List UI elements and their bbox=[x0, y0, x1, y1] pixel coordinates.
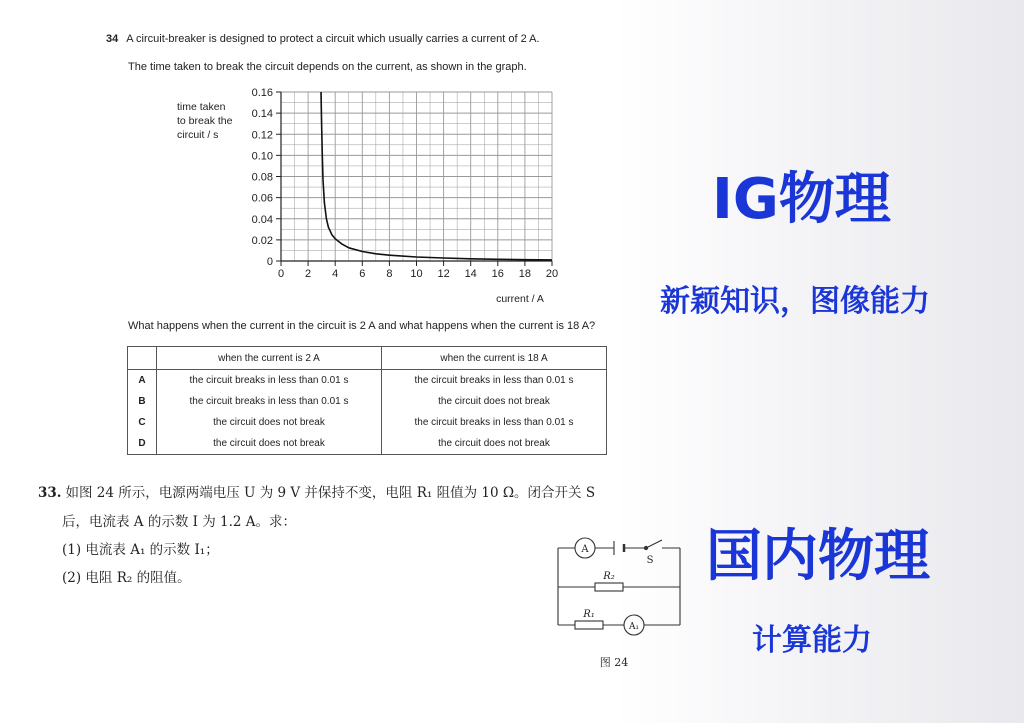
option-cell: the circuit does not break bbox=[382, 391, 607, 412]
q33-sub1: (1) 电流表 A₁ 的示数 I₁； bbox=[62, 542, 219, 558]
x-tick-label: 12 bbox=[437, 268, 450, 280]
circuit-diagram bbox=[550, 530, 690, 675]
x-tick-label: 2 bbox=[305, 268, 312, 280]
ig-physics-subtitle: 新颖知识，图像能力 bbox=[660, 284, 930, 319]
option-letter: A bbox=[128, 370, 157, 392]
option-letter: D bbox=[128, 433, 157, 455]
figure-caption: 图 24 bbox=[599, 656, 629, 669]
option-cell: the circuit breaks in less than 0.01 s bbox=[382, 412, 607, 433]
q33-line1 bbox=[38, 481, 595, 501]
q33-number: 33. bbox=[38, 485, 62, 501]
y-tick-label: 0.14 bbox=[251, 108, 273, 121]
y-tick-label: 0.12 bbox=[251, 129, 273, 142]
series-line bbox=[321, 92, 552, 260]
y-axis-title-line: time taken bbox=[177, 101, 226, 113]
x-tick-label: 8 bbox=[386, 268, 393, 280]
x-tick-label: 10 bbox=[410, 268, 423, 280]
y-tick-label: 0.02 bbox=[251, 234, 273, 247]
q33-line1-text: 如图 24 所示，电源两端电压 U 为 9 V 并保持不变，电阻 R₁ 阻值为 10 Ω。闭合开关 S bbox=[65, 485, 596, 501]
resistor-r1 bbox=[575, 621, 603, 629]
q33-line2: 后，电流表 A 的示数 I 为 1.2 A。求： bbox=[62, 514, 297, 530]
cn-physics-subtitle: 计算能力 bbox=[752, 623, 872, 658]
table-header-blank bbox=[128, 347, 157, 370]
q34-question: What happens when the current in the circuit is 2 A and what happens when the current is 18 A? bbox=[128, 320, 596, 332]
x-tick-label: 20 bbox=[545, 268, 559, 280]
option-letter: B bbox=[128, 391, 157, 412]
y-tick-label: 0 bbox=[266, 256, 273, 268]
x-tick-label: 16 bbox=[491, 268, 504, 280]
option-letter: C bbox=[128, 412, 157, 433]
q34-line2: The time taken to break the circuit depends on the current, as shown in the graph. bbox=[128, 61, 527, 73]
y-tick-label: 0.04 bbox=[251, 213, 273, 226]
option-row-b[interactable] bbox=[128, 391, 607, 412]
y-axis-title-line: to break the bbox=[177, 115, 233, 127]
switch-lever bbox=[646, 540, 662, 548]
option-cell: the circuit does not break bbox=[157, 433, 382, 455]
x-axis-title: current / A bbox=[496, 293, 544, 305]
x-tick-label: 14 bbox=[464, 268, 477, 280]
table-header-row bbox=[128, 347, 607, 370]
y-tick-label: 0.16 bbox=[251, 87, 273, 99]
r1-label: R₁ bbox=[583, 609, 595, 620]
y-tick-label: 0.06 bbox=[251, 192, 273, 205]
y-tick-label: 0.10 bbox=[251, 150, 273, 163]
option-row-d[interactable] bbox=[128, 433, 607, 455]
option-cell: the circuit breaks in less than 0.01 s bbox=[157, 370, 382, 392]
option-cell: the circuit does not break bbox=[382, 433, 607, 455]
option-row-c[interactable] bbox=[128, 412, 607, 433]
q34-number: 34 bbox=[106, 33, 119, 45]
table-header-cell: when the current is 2 A bbox=[157, 347, 382, 370]
q33-sub2: (2) 电阻 R₂ 的阻值。 bbox=[62, 570, 191, 586]
option-cell: the circuit breaks in less than 0.01 s bbox=[382, 370, 607, 392]
circuit-breaker-graph bbox=[0, 0, 620, 310]
ig-physics-title: IG物理 bbox=[712, 167, 891, 232]
x-tick-label: 6 bbox=[359, 268, 366, 280]
switch-label: S bbox=[646, 555, 654, 566]
resistor-r2 bbox=[595, 583, 623, 591]
table-header-cell: when the current is 18 A bbox=[382, 347, 607, 370]
ammeter-a-label: A bbox=[581, 544, 589, 555]
ammeter-a1-label: A₁ bbox=[628, 622, 640, 632]
x-tick-label: 18 bbox=[518, 268, 532, 280]
options-table bbox=[127, 346, 607, 455]
x-tick-label: 0 bbox=[277, 268, 285, 280]
y-axis-title-line: circuit / s bbox=[177, 129, 219, 141]
option-cell: the circuit does not break bbox=[157, 412, 382, 433]
option-row-a[interactable] bbox=[128, 370, 607, 392]
option-cell: the circuit breaks in less than 0.01 s bbox=[157, 391, 382, 412]
x-tick-label: 4 bbox=[332, 268, 339, 280]
cn-physics-title: 国内物理 bbox=[706, 524, 930, 589]
q34-line1-text: A circuit-breaker is designed to protect a circuit which usually carries a current of 2 A. bbox=[126, 33, 540, 45]
r2-label: R₂ bbox=[603, 571, 615, 582]
y-tick-label: 0.08 bbox=[251, 171, 273, 184]
